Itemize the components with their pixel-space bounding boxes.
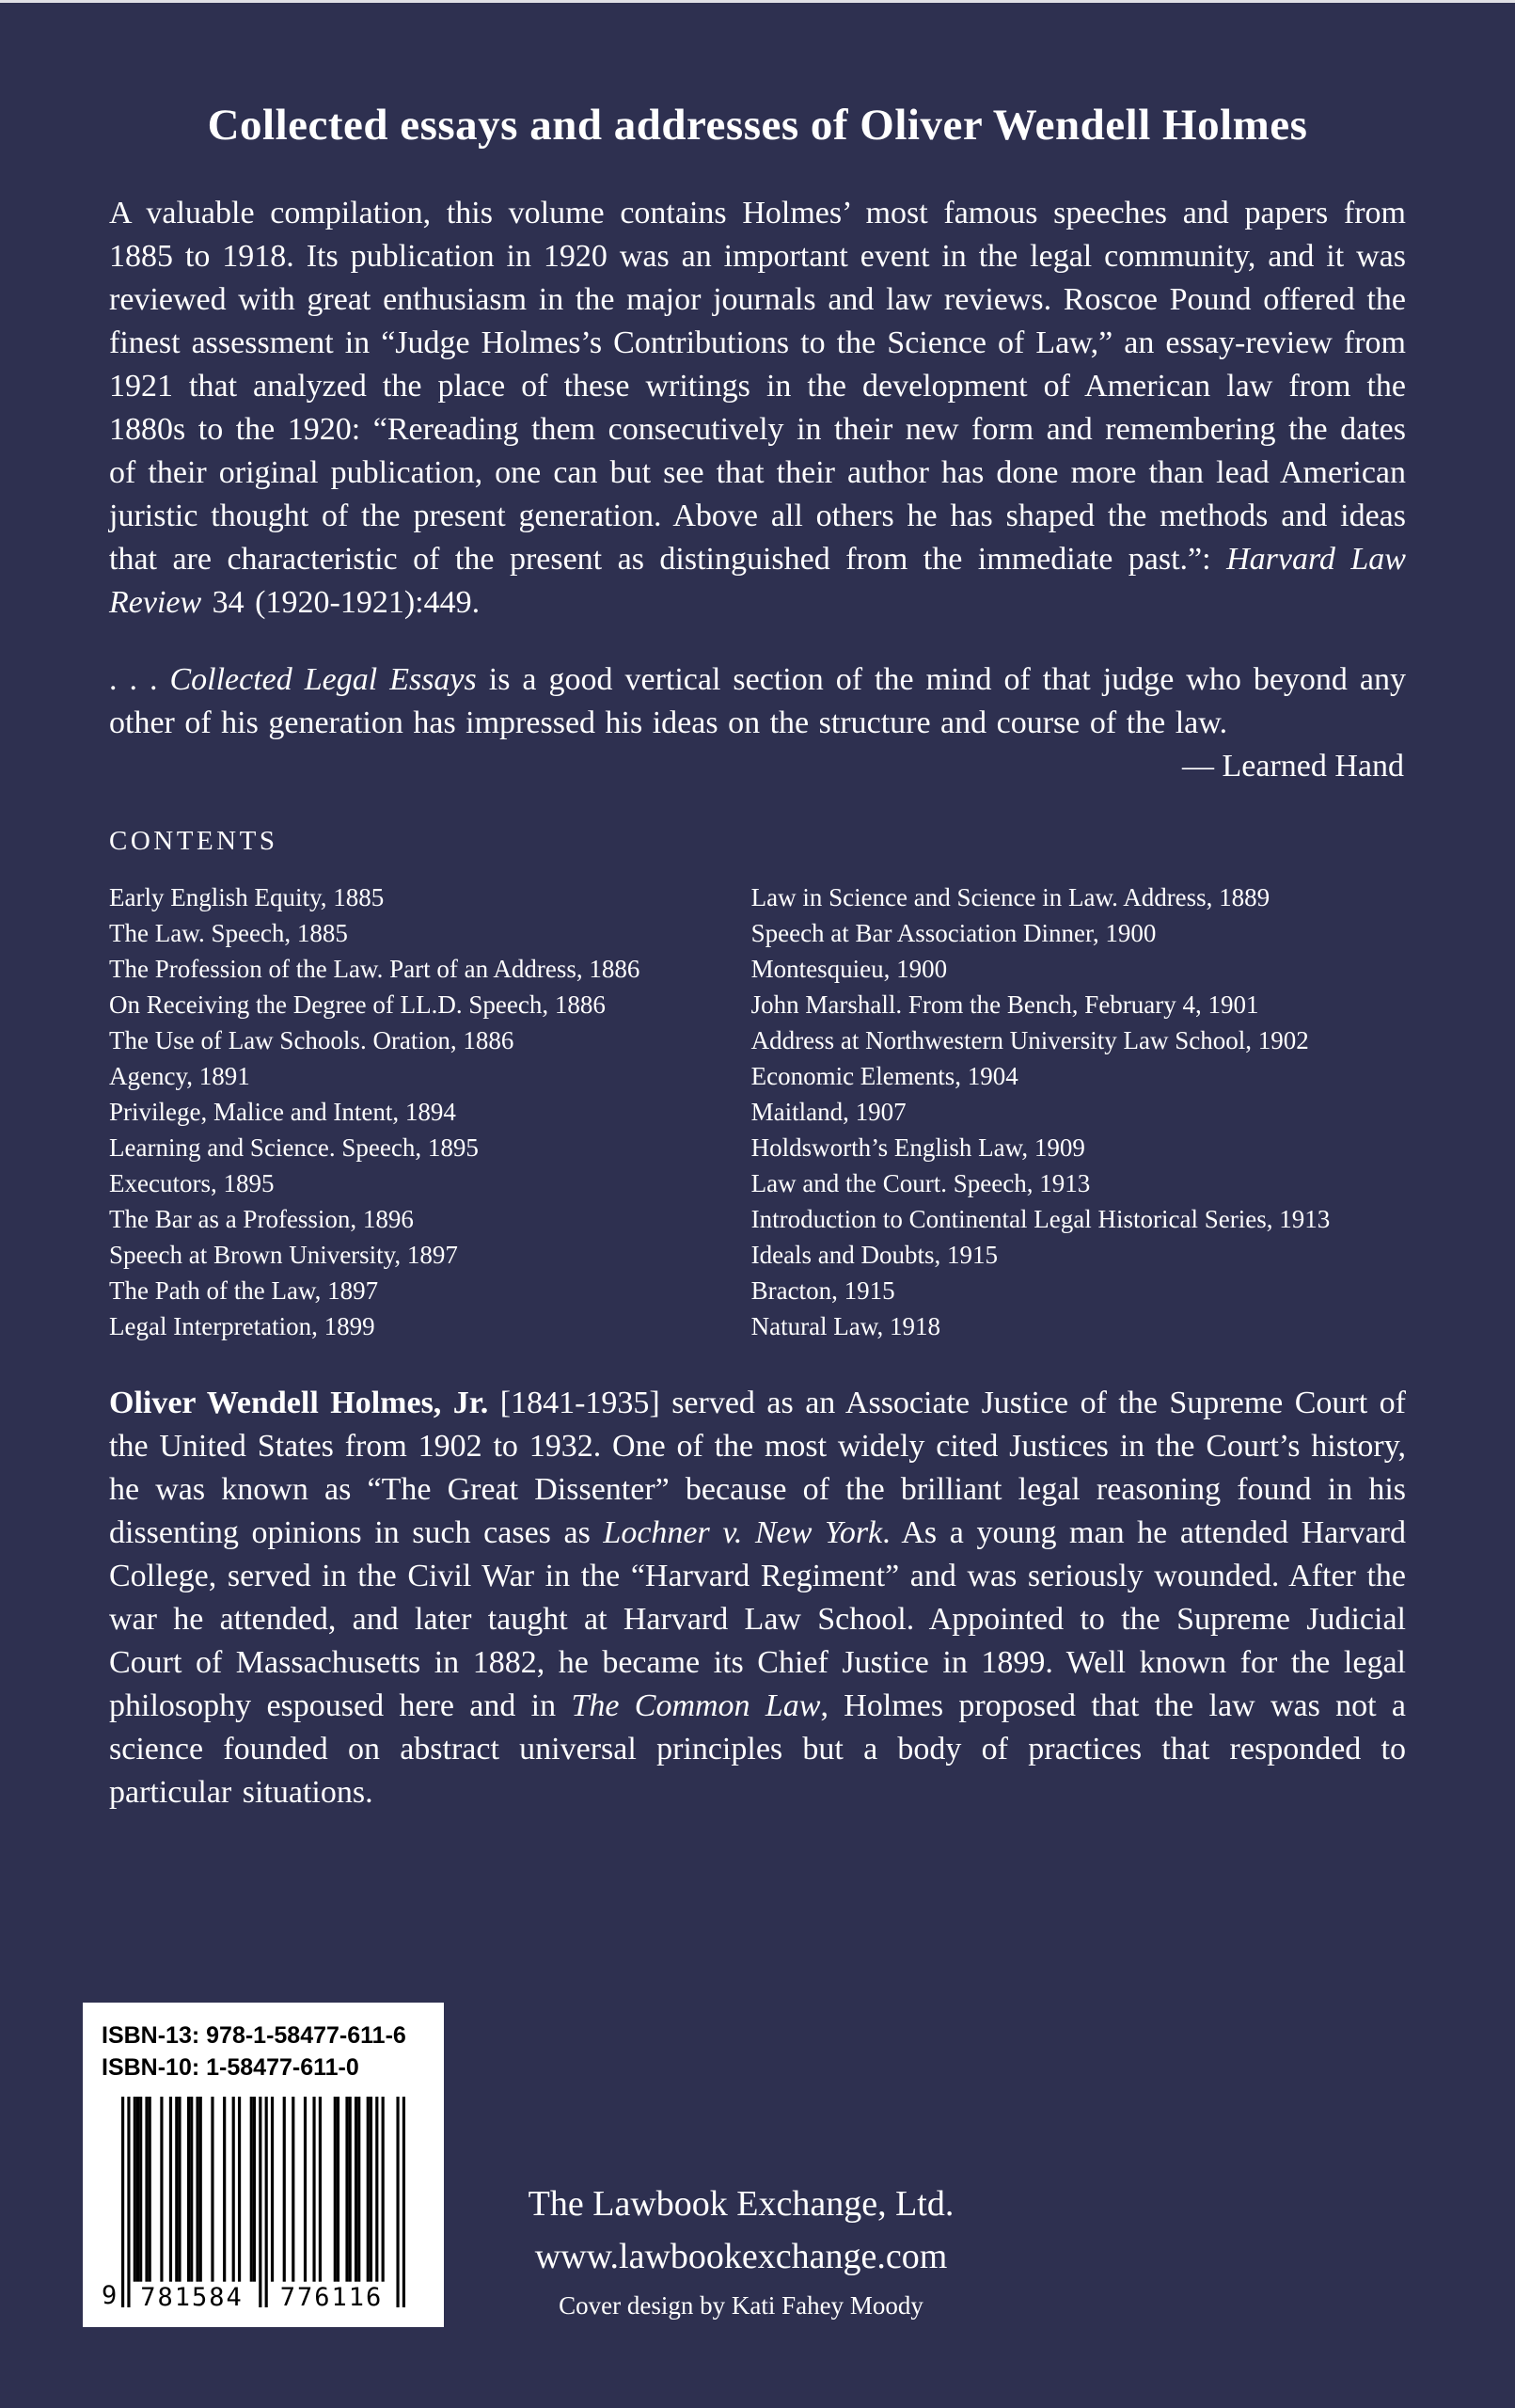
contents-item: Learning and Science. Speech, 1895 bbox=[109, 1133, 479, 1162]
contents-item: Privilege, Malice and Intent, 1894 bbox=[109, 1098, 456, 1126]
contents-item: The Law. Speech, 1885 bbox=[109, 919, 348, 947]
contents-item: The Bar as a Profession, 1896 bbox=[109, 1205, 414, 1233]
barcode-digits bbox=[121, 2285, 405, 2310]
description-text-after: 34 (1920-1921):449. bbox=[201, 585, 481, 620]
isbn-barcode-panel bbox=[83, 2003, 444, 2327]
barcode-digits-left: 781584 bbox=[140, 2283, 244, 2312]
bio-text-2: . As a young man he attended Harvard College, served in the Civil War in the “Harvard Regiment” and was seriously wounded. After the war he attended, and later taught at Harvard Law School. Appointed to the Supreme Judicial Court of Massachusetts in 1882, he became its Chief Justice in 1899. Well known for the legal philosophy espoused here and in bbox=[109, 1515, 1406, 1723]
quote-attribution: — Learned Hand bbox=[1181, 749, 1404, 784]
description-paragraph bbox=[109, 192, 1406, 625]
bio-book-italic: The Common Law bbox=[571, 1688, 821, 1723]
publisher-block bbox=[459, 2182, 1023, 2327]
book-title: Collected essays and addresses of Oliver Wendell Holmes bbox=[207, 101, 1308, 150]
bio-text-3: , Holmes proposed that the law was not a science founded on abstract universal principles but a body of practices that responded to particular situations. bbox=[109, 1688, 1407, 1810]
contents-item: Law and the Court. Speech, 1913 bbox=[750, 1169, 1091, 1197]
top-edge-line bbox=[0, 0, 1515, 3]
isbn10-text: ISBN-10: 1-58477-611-0 bbox=[102, 2054, 359, 2081]
contents-column-left bbox=[109, 879, 751, 1344]
contents-heading: CONTENTS bbox=[109, 826, 278, 856]
contents-item: The Use of Law Schools. Oration, 1886 bbox=[109, 1026, 514, 1054]
quote-ellipsis: . . . bbox=[109, 662, 170, 697]
contents-item: Ideals and Doubts, 1915 bbox=[750, 1241, 999, 1269]
author-name-bold: Oliver Wendell Holmes, Jr. bbox=[109, 1386, 489, 1420]
publisher-website: www.lawbookexchange.com bbox=[534, 2237, 948, 2276]
contents-item: Economic Elements, 1904 bbox=[750, 1062, 1018, 1090]
quote-book-title-italic: Collected Legal Essays bbox=[169, 662, 477, 697]
bio-case-italic: Lochner v. New York bbox=[603, 1515, 883, 1550]
bottom-section bbox=[0, 2003, 1515, 2408]
contents-item: Speech at Bar Association Dinner, 1900 bbox=[750, 919, 1157, 947]
contents-list bbox=[109, 879, 1406, 1344]
contents-item: Natural Law, 1918 bbox=[750, 1312, 941, 1340]
barcode bbox=[102, 2097, 425, 2310]
barcode-bars-stack bbox=[121, 2097, 405, 2310]
contents-item: Maitland, 1907 bbox=[750, 1098, 907, 1126]
contents-item: John Marshall. From the Bench, February 4, 1901 bbox=[750, 990, 1259, 1019]
contents-item: Montesquieu, 1900 bbox=[750, 955, 948, 983]
author-bio bbox=[109, 1382, 1406, 1814]
contents-item: Bracton, 1915 bbox=[750, 1276, 895, 1305]
quote-block bbox=[109, 658, 1406, 788]
contents-item: Agency, 1891 bbox=[109, 1062, 250, 1090]
description-text: A valuable compilation, this volume contains Holmes’ most famous speeches and papers from 1885 to 1918. Its publication in 1920 was an important event in the legal community, and it was reviewed with great enthusiasm in the major journals and law reviews. Roscoe Pound offered the finest assessment in “Judge Holmes’s Contributions to the Science of Law,” an essay-review from 1921 that analyzed the place of these writings in the development of American law from the 1880s to the 1920: “Rereading them consecutively in their new form and remembering the dates of their original publication, one can but see that their author has done more than lead American juristic thought of the present generation. Above all others he has shaped the methods and ideas that are characteristic of the present as distinguished from the immediate past.”: bbox=[109, 196, 1406, 577]
contents-item: On Receiving the Degree of LL.D. Speech, 1886 bbox=[109, 990, 606, 1019]
contents-item: The Profession of the Law. Part of an Address, 1886 bbox=[109, 955, 640, 983]
barcode-bars-svg bbox=[121, 2097, 405, 2307]
barcode-digits-right: 776116 bbox=[279, 2283, 384, 2312]
contents-item: Speech at Brown University, 1897 bbox=[109, 1241, 458, 1269]
publisher-name: The Lawbook Exchange, Ltd. bbox=[528, 2184, 955, 2224]
isbn13-text: ISBN-13: 978-1-58477-611-6 bbox=[102, 2022, 406, 2049]
contents-column-right bbox=[751, 879, 1406, 1344]
description-citation-italic: Harvard Law Review bbox=[109, 542, 1406, 620]
quote-text: is a good vertical section of the mind of that judge who beyond any other of his generation has impressed his ideas on the structure and course of the law. bbox=[109, 662, 1406, 740]
contents-item: Holdsworth’s English Law, 1909 bbox=[750, 1133, 1085, 1162]
contents-item: Legal Interpretation, 1899 bbox=[109, 1312, 375, 1340]
learned-hand-quote bbox=[109, 658, 1406, 745]
isbn-lines bbox=[102, 2020, 425, 2083]
bio-text-1: [1841-1935] served as an Associate Justice of the Supreme Court of the United States from 1902 to 1932. One of the most widely cited Justices in the Court’s history, he was known as “The Great Dissenter” because of the brilliant legal reasoning found in his dissenting opinions in such cases as bbox=[109, 1386, 1406, 1550]
contents-item: Executors, 1895 bbox=[109, 1169, 275, 1197]
contents-item: Introduction to Continental Legal Historical Series, 1913 bbox=[750, 1205, 1331, 1233]
contents-item: Address at Northwestern University Law School, 1902 bbox=[750, 1026, 1309, 1054]
contents-item: Early English Equity, 1885 bbox=[109, 883, 385, 911]
cover-design-credit: Cover design by Kati Fahey Moody bbox=[559, 2291, 923, 2320]
contents-item: The Path of the Law, 1897 bbox=[109, 1276, 379, 1305]
contents-item: Law in Science and Science in Law. Address, 1889 bbox=[750, 883, 1270, 911]
barcode-lead-digit: 9 bbox=[102, 2281, 118, 2310]
